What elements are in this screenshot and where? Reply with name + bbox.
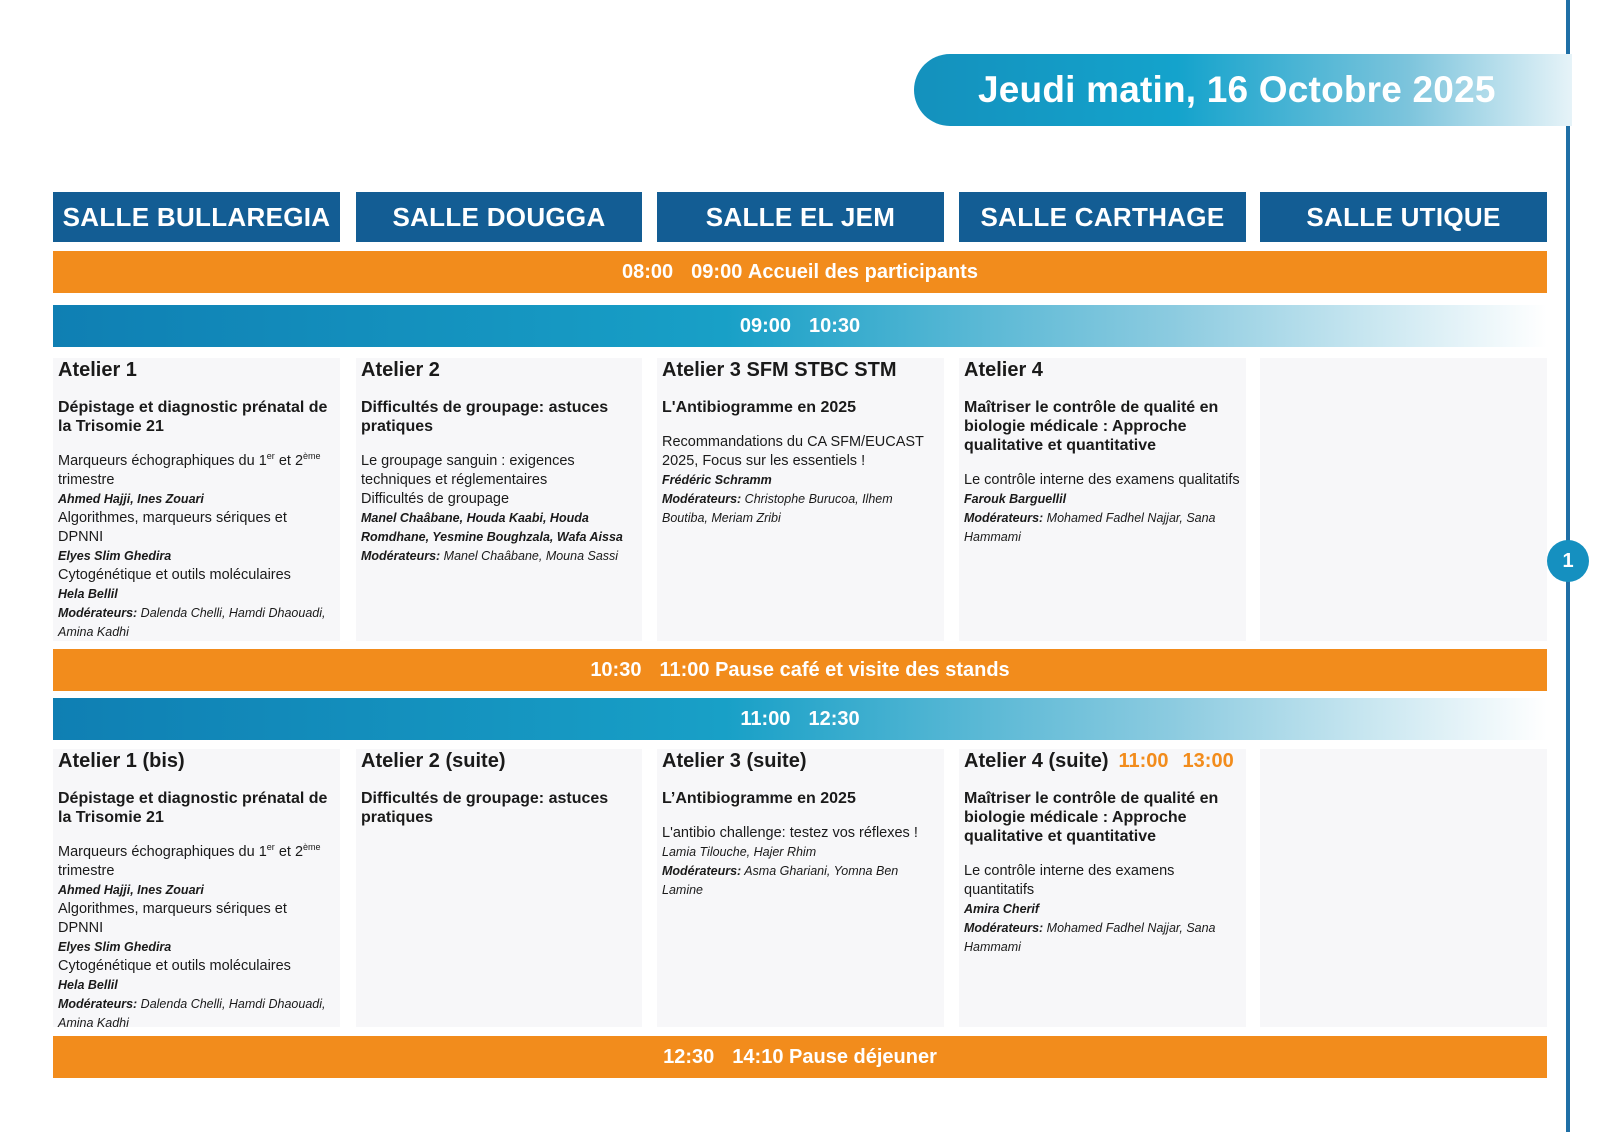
session1-atelier3-cell (657, 358, 944, 641)
dejeuner-label: Pause déjeuner (789, 1045, 937, 1068)
session1-time-bar (53, 305, 1547, 347)
session2-utique-empty-cell (1260, 749, 1547, 1027)
accueil-start: 08:00 (622, 260, 674, 283)
atelier-subject: Difficultés de groupage: astuces pratiques (361, 790, 609, 826)
moderators: Modérateurs: Christophe Burucoa, Ilhem Boutiba, Meriam Zribi (662, 492, 893, 525)
talk-title: Recommandations du CA SFM/EUCAST 2025, Focus sur les essentiels ! (662, 434, 924, 469)
atelier-title: Atelier 2 (361, 359, 440, 381)
session2-atelier2-cell (356, 749, 642, 1027)
atelier-subject: Dépistage et diagnostic prénatal de la Trisomie 21 (58, 399, 328, 435)
atelier-title: Atelier 1 (58, 359, 137, 381)
accueil-label: Accueil des participants (747, 260, 978, 283)
pause-cafe-end: 11:00 (659, 658, 710, 681)
speaker-names: Lamia Tilouche, Hajer Rhim (662, 845, 817, 859)
session1-end: 10:30 (809, 314, 861, 337)
pause-dejeuner-bar (53, 1036, 1547, 1078)
moderators: Modérateurs: Mohamed Fadhel Najjar, Sana Hammami (964, 921, 1216, 954)
session2-atelier3-cell (657, 749, 944, 1027)
atelier-title: Atelier 3 (suite) (662, 750, 807, 772)
moderators: Modérateurs: Manel Chaâbane, Mouna Sassi (361, 549, 619, 563)
speaker-names: Frédéric Schramm (662, 473, 772, 487)
session1-atelier2-cell (356, 358, 642, 641)
room-header-bullaregia: SALLE BULLAREGIA (53, 192, 340, 242)
dejeuner-start: 12:30 (663, 1045, 715, 1068)
atelier-subject: Maîtriser le contrôle de qualité en biologie médicale : Approche qualitative et quantitative (964, 790, 1219, 845)
room-header-utique: SALLE UTIQUE (1260, 192, 1547, 242)
talk-title: Marqueurs échographiques du 1er et 2ème trimestre (58, 842, 321, 879)
speaker-names: Manel Chaâbane, Houda Kaabi, Houda Romdhane, Yesmine Boughzala, Wafa Aissa (361, 511, 623, 544)
talk-title: Cytogénétique et outils moléculaires (58, 958, 291, 974)
atelier-subject: Difficultés de groupage: astuces pratiques (361, 399, 609, 435)
room-header-el-jem: SALLE EL JEM (657, 192, 944, 242)
talk-title: Difficultés de groupage (361, 491, 510, 507)
speaker-names: Amira Cherif (964, 902, 1040, 916)
session2-start: 11:00 (740, 707, 791, 730)
session2-end: 12:30 (808, 707, 860, 730)
atelier-time-start: 11:00 (1118, 750, 1169, 772)
pause-cafe-bar (53, 649, 1547, 691)
talk-title: Le contrôle interne des examens quantitatifs (964, 863, 1175, 898)
talk-title: Le groupage sanguin : exigences techniques et réglementaires (361, 453, 575, 488)
speaker-names: Ahmed Hajji, Ines Zouari (58, 883, 204, 897)
session1-atelier1-cell (53, 358, 340, 641)
room-header-dougga: SALLE DOUGGA (356, 192, 642, 242)
atelier-title: Atelier 4 (suite) 11:00 13:00 (964, 750, 1234, 772)
talk-title: Marqueurs échographiques du 1er et 2ème trimestre (58, 451, 321, 488)
moderators: Modérateurs: Asma Ghariani, Yomna Ben Lamine (662, 864, 899, 897)
header-banner (914, 54, 1572, 126)
session1-start: 09:00 (739, 314, 791, 337)
page-number-badge: 1 (1547, 540, 1589, 582)
speaker-names: Hela Bellil (58, 978, 118, 992)
pause-cafe-label: Pause café et visite des stands (715, 658, 1010, 681)
speaker-names: Elyes Slim Ghedira (58, 549, 172, 563)
talk-title: L'antibio challenge: testez vos réflexes ! (662, 825, 918, 841)
speaker-names: Hela Bellil (58, 587, 118, 601)
dejeuner-end: 14:10 (732, 1045, 784, 1068)
speaker-names: Farouk Barguellil (964, 492, 1067, 506)
pause-cafe-start: 10:30 (590, 658, 642, 681)
session2-atelier1-cell (53, 749, 340, 1030)
speaker-names: Elyes Slim Ghedira (58, 940, 172, 954)
atelier-subject: Maîtriser le contrôle de qualité en biologie médicale : Approche qualitative et quantitative (964, 399, 1219, 454)
session1-utique-empty-cell (1260, 358, 1547, 641)
talk-title: Le contrôle interne des examens qualitatifs (964, 472, 1240, 488)
room-header-carthage: SALLE CARTHAGE (959, 192, 1246, 242)
moderators: Modérateurs: Dalenda Chelli, Hamdi Dhaouadi, Amina Kadhi (58, 997, 326, 1030)
page-title: Jeudi matin, 16 Octobre 2025 (978, 69, 1496, 110)
talk-title: Cytogénétique et outils moléculaires (58, 567, 291, 583)
atelier-subject: Dépistage et diagnostic prénatal de la Trisomie 21 (58, 790, 328, 826)
speaker-names: Ahmed Hajji, Ines Zouari (58, 492, 204, 506)
atelier-title: Atelier 3 SFM STBC STM (662, 359, 897, 381)
moderators: Modérateurs: Mohamed Fadhel Najjar, Sana Hammami (964, 511, 1216, 544)
session2-time-bar (53, 698, 1547, 740)
atelier-title: Atelier 2 (suite) (361, 750, 506, 772)
accueil-end: 09:00 (691, 260, 743, 283)
accueil-bar (53, 251, 1547, 293)
atelier-subject: L'Antibiogramme en 2025 (662, 399, 857, 416)
talk-title: Algorithmes, marqueurs sériques et DPNNI (58, 510, 287, 545)
session1-atelier4-cell (959, 358, 1246, 641)
moderators: Modérateurs: Dalenda Chelli, Hamdi Dhaouadi, Amina Kadhi (58, 606, 326, 639)
atelier-title: Atelier 1 (bis) (58, 750, 185, 772)
atelier-subject: L’Antibiogramme en 2025 (662, 790, 856, 807)
atelier-time-end: 13:00 (1182, 750, 1234, 772)
session2-atelier4-cell (959, 749, 1246, 1027)
talk-title: Algorithmes, marqueurs sériques et DPNNI (58, 901, 287, 936)
atelier-title: Atelier 4 (964, 359, 1043, 381)
